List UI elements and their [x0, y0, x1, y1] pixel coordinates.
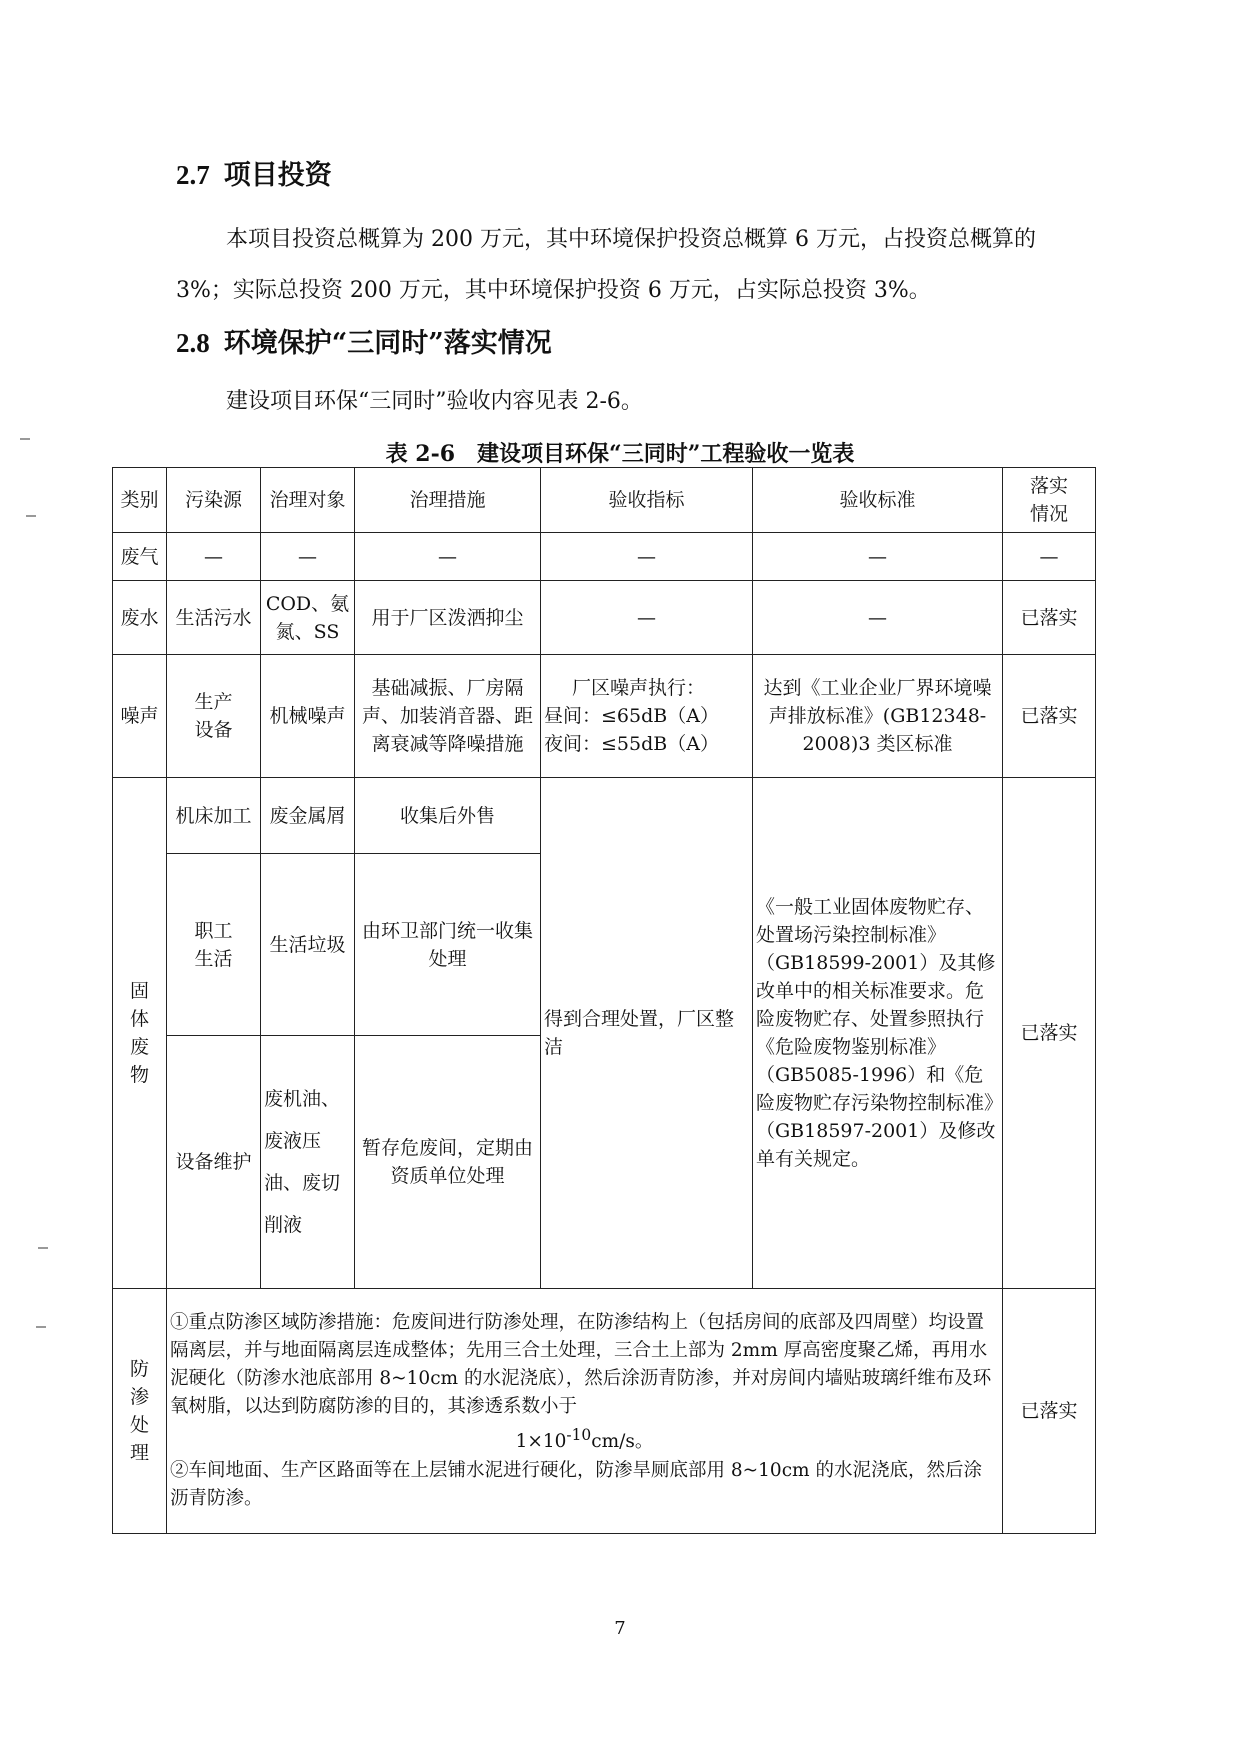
header-cell: 治理措施	[355, 468, 541, 533]
status-cell: 已落实	[1003, 655, 1096, 778]
section-title: 项目投资	[223, 160, 332, 191]
header-cell: 类别	[113, 468, 167, 533]
coefficient-base: 1×10	[515, 1431, 567, 1453]
scan-artifact	[26, 515, 36, 517]
table-header-row	[113, 468, 1096, 533]
dash-cell: —	[541, 533, 753, 581]
measure-cell: 基础减振、厂房隔声、加装消音器、距离衰减等降噪措施	[355, 655, 541, 778]
category-cell: 防渗处理	[113, 1289, 167, 1534]
target-cell: COD、氨氮、SS	[261, 581, 355, 655]
indicator-cell: 得到合理处置，厂区整洁	[541, 778, 753, 1289]
table-row-noise	[113, 655, 1096, 778]
table-row-waste-gas	[113, 533, 1096, 581]
seepage-notes	[167, 1289, 1003, 1534]
measure-cell: 由环卫部门统一收集处理	[355, 854, 541, 1036]
page-number: 7	[614, 1618, 626, 1639]
indicator-cell	[541, 655, 753, 778]
seepage-coefficient	[170, 1421, 999, 1456]
section-heading-2-7	[176, 153, 332, 192]
table-row-waste-water	[113, 581, 1096, 655]
status-cell: 已落实	[1003, 1289, 1096, 1534]
section-number: 2.8	[176, 328, 210, 358]
acceptance-paragraph: 建设项目环保“三同时”验收内容见表 2-6。	[226, 389, 643, 414]
target-cell: 废机油、废液压油、废切削液	[261, 1036, 355, 1289]
measure-cell: 暂存危废间，定期由资质单位处理	[355, 1036, 541, 1289]
coefficient-exponent: -10	[566, 1426, 592, 1445]
section-heading-2-8	[176, 321, 552, 360]
category-cell: 固体废物	[113, 778, 167, 1289]
dash-cell: —	[261, 533, 355, 581]
category-cell: 废水	[113, 581, 167, 655]
indicator-title: 厂区噪声执行：	[572, 677, 706, 699]
indicator-night: 夜间：≤55dB（A）	[544, 733, 719, 755]
standard-cell: 达到《工业企业厂界环境噪声排放标准》(GB12348-2008)3 类区标准	[753, 655, 1003, 778]
header-cell: 污染源	[167, 468, 261, 533]
table-row-seepage	[113, 1289, 1096, 1534]
measure-cell: 收集后外售	[355, 778, 541, 854]
scan-artifact	[36, 1326, 46, 1328]
header-cell: 验收标准	[753, 468, 1003, 533]
coefficient-unit: cm/s。	[591, 1431, 654, 1453]
section-title: 环境保护“三同时”落实情况	[223, 328, 552, 359]
acceptance-table	[112, 467, 1096, 1534]
source-cell: 机床加工	[167, 778, 261, 854]
status-cell: 已落实	[1003, 581, 1096, 655]
indicator-cell: —	[541, 581, 753, 655]
section-number: 2.7	[176, 160, 210, 190]
dash-cell: —	[167, 533, 261, 581]
header-cell: 治理对象	[261, 468, 355, 533]
category-cell: 噪声	[113, 655, 167, 778]
category-cell: 废气	[113, 533, 167, 581]
target-cell: 机械噪声	[261, 655, 355, 778]
dash-cell: —	[1003, 533, 1096, 581]
source-cell: 生活污水	[167, 581, 261, 655]
seepage-note-1: ①重点防渗区域防渗措施：危废间进行防渗处理，在防渗结构上（包括房间的底部及四周壁）均设置隔离层，并与地面隔离层连成整体；先用三合土处理，三合土上部为 2mm 厚高密度聚乙烯，再用水泥硬化（防渗水池底部用 8~10cm 的水泥浇底），然后涂沥青防渗，并对房间内墙贴玻璃纤维布及环氧树脂，以达到防腐防渗的目的，其渗透系数小于	[170, 1312, 992, 1418]
scan-artifact	[38, 1247, 48, 1249]
header-cell: 落实情况	[1003, 468, 1096, 533]
table-caption: 表 2-6 建设项目环保“三同时”工程验收一览表	[385, 441, 855, 467]
standard-cell: 《一般工业固体废物贮存、处置场污染控制标准》（GB18599-2001）及其修改单中的相关标准要求。危险废物贮存、处置参照执行《危险废物鉴别标准》（GB5085-1996）和《危险废物贮存污染物控制标准》（GB18597-2001）及修改单有关规定。	[753, 778, 1003, 1289]
target-cell: 生活垃圾	[261, 854, 355, 1036]
header-cell: 验收指标	[541, 468, 753, 533]
dash-cell: —	[753, 533, 1003, 581]
table-row-solid-machining	[113, 778, 1096, 854]
status-cell: 已落实	[1003, 778, 1096, 1289]
source-cell: 职工生活	[167, 854, 261, 1036]
dash-cell: —	[355, 533, 541, 581]
seepage-note-2: ②车间地面、生产区路面等在上层铺水泥进行硬化，防渗旱厕底部用 8~10cm 的水泥浇底，然后涂沥青防渗。	[170, 1459, 982, 1509]
standard-cell: —	[753, 581, 1003, 655]
scan-artifact	[20, 438, 30, 440]
investment-paragraph: 本项目投资总概算为 200 万元，其中环境保护投资总概算 6 万元，占投资总概算的 3%；实际总投资 200 万元，其中环境保护投资 6 万元，占实际总投资 3%。	[176, 227, 1036, 303]
source-cell: 生产设备	[167, 655, 261, 778]
measure-cell: 用于厂区泼洒抑尘	[355, 581, 541, 655]
indicator-day: 昼间：≤65dB（A）	[544, 705, 719, 727]
target-cell: 废金属屑	[261, 778, 355, 854]
source-cell: 设备维护	[167, 1036, 261, 1289]
